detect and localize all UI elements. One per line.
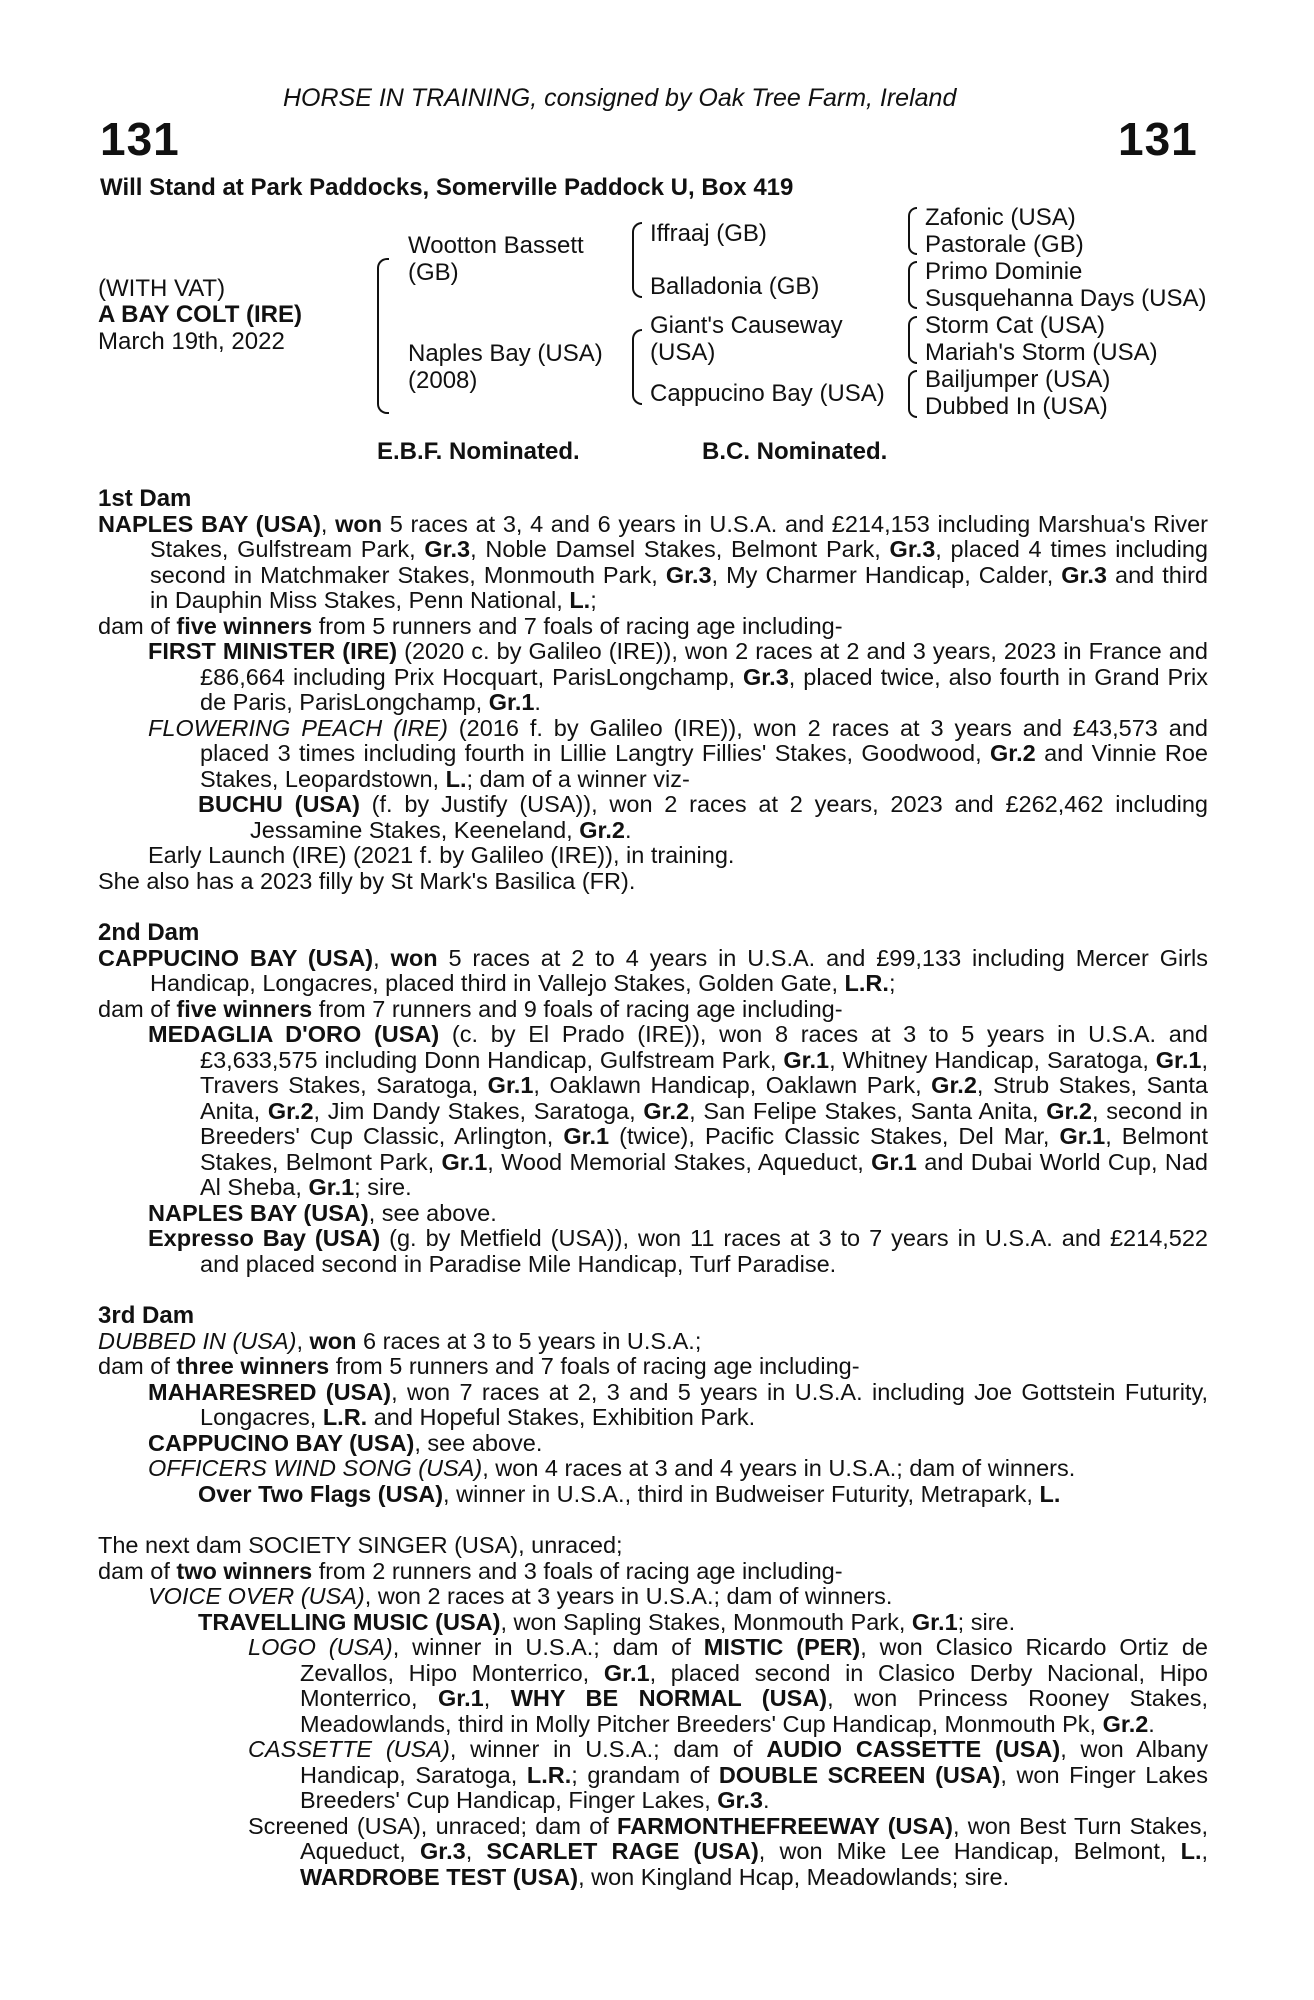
third-dam-record: DUBBED IN (USA), won 6 races at 3 to 5 years in U.S.A.; xyxy=(98,1327,702,1354)
produce-early-launch: Early Launch (IRE) (2021 f. by Galileo (IRE)), in training. xyxy=(148,842,735,868)
produce-naples-bay: NAPLES BAY (USA), see above. xyxy=(148,1199,497,1226)
lot-number-left: 131 xyxy=(100,113,180,165)
dam-dam: Cappucino Bay (USA) xyxy=(650,380,885,407)
next-dam-record: The next dam SOCIETY SINGER (USA), unraced; xyxy=(98,1532,623,1558)
second-dam-produce-summary: dam of five winners from 7 runners and 9 foals of racing age including- xyxy=(98,995,843,1022)
ped-ddd: Dubbed In (USA) xyxy=(925,393,1108,420)
ped-dss: Storm Cat (USA) xyxy=(925,312,1106,339)
sire-sire: Iffraaj (GB) xyxy=(650,220,767,247)
dam-sire-name: Giant's Causeway xyxy=(650,312,843,339)
produce-logo: LOGO (USA), winner in U.S.A.; dam of MISTIC (PER), won Clasico Ricardo Ortiz de Zevallos, Hipo Monterrico, Gr.1, placed second in Clasico Derby Nacional, Hipo Monterrico, Gr.1, WHY BE NORMAL (USA), won Princess Rooney Stakes, Meadowlands, third in Molly Pitcher Breeders' Cup Handicap, Monmouth Pk, Gr.2. xyxy=(248,1634,1208,1737)
third-dam-heading: 3rd Dam xyxy=(98,1302,195,1329)
brace-sire-parents xyxy=(632,222,642,298)
produce-officers-wind-song: OFFICERS WIND SONG (USA), won 4 races at 3 and 4 years in U.S.A.; dam of winners. xyxy=(148,1455,1076,1481)
ped-sdd: Susquehanna Days (USA) xyxy=(925,285,1207,312)
foaling-date: March 19th, 2022 xyxy=(98,328,285,355)
produce-travelling-music: TRAVELLING MUSIC (USA), won Sapling Stakes, Monmouth Park, Gr.1; sire. xyxy=(198,1608,1016,1635)
third-dam-produce-summary: dam of three winners from 5 runners and 7 foals of racing age including- xyxy=(98,1353,860,1379)
consignment-line: HORSE IN TRAINING, consigned by Oak Tree Farm, Ireland xyxy=(283,84,957,112)
produce-maharesred: MAHARESRED (USA), won 7 races at 2, 3 and 5 years in U.S.A. including Joe Gottstein Futurity, Longacres, L.R. and Hopeful Stakes, Exhibition Park. xyxy=(148,1378,1208,1430)
sire-origin: (GB) xyxy=(408,259,459,286)
brace-sd xyxy=(908,261,917,309)
first-dam-note: She also has a 2023 filly by St Mark's Basilica (FR). xyxy=(98,867,636,894)
ped-ssd: Pastorale (GB) xyxy=(925,231,1084,258)
lot-number-right: 131 xyxy=(1118,113,1198,165)
next-dam-produce-summary: dam of two winners from 2 runners and 3 foals of racing age including- xyxy=(98,1557,843,1584)
brace-dam-parents xyxy=(632,329,642,405)
ped-dsd: Mariah's Storm (USA) xyxy=(925,339,1158,366)
brace-ds xyxy=(908,316,917,364)
produce-medaglia-doro: MEDAGLIA D'ORO (USA) (c. by El Prado (IRE)), won 8 races at 3 to 5 years in U.S.A. and £3,633,575 including Donn Handicap, Gulfstream Park, Gr.1, Whitney Handicap, Saratoga, Gr.1, Travers Stakes, Saratoga, Gr.1, Oaklawn Handicap, Oaklawn Park, Gr.2, Strub Stakes, Santa Anita, Gr.2, Jim Dandy Stakes, Saratoga, Gr.2, San Felipe Stakes, Santa Anita, Gr.2, second in Breeders' Cup Classic, Arlington, Gr.1 (twice), Pacific Classic Stakes, Del Mar, Gr.1, Belmont Stakes, Belmont Park, Gr.1, Wood Memorial Stakes, Aqueduct, Gr.1 and Dubai World Cup, Nad Al Sheba, Gr.1; sire. xyxy=(148,1021,1209,1200)
horse-name: A BAY COLT (IRE) xyxy=(98,301,303,328)
dam-sire-origin: (USA) xyxy=(650,339,716,366)
first-dam-heading: 1st Dam xyxy=(98,485,192,512)
catalogue-body xyxy=(98,486,1208,1890)
produce-screened: Screened (USA), unraced; dam of FARMONTHEFREEWAY (USA), won Best Turn Stakes, Aqueduct, Gr.3, SCARLET RAGE (USA), won Mike Lee Handicap, Belmont, L., WARDROBE TEST (USA), won Kingland Hcap, Meadowlands; sire. xyxy=(248,1812,1209,1890)
second-dam-record: CAPPUCINO BAY (USA), won 5 races at 2 to 4 years in U.S.A. and £99,133 including Mercer Girls Handicap, Longacres, placed third in Vallejo Stakes, Golden Gate, L.R.; xyxy=(98,944,1209,996)
produce-flowering-peach: FLOWERING PEACH (IRE) (2016 f. by Galileo (IRE)), won 2 races at 3 years and £43,573 and placed 3 times including fourth in Lillie Langtry Fillies' Stakes, Goodwood, Gr.2 and Vinnie Roe Stakes, Leopardstown, L.; dam of a winner viz- xyxy=(148,714,1208,792)
ped-sss: Zafonic (USA) xyxy=(925,204,1076,231)
produce-voice-over: VOICE OVER (USA), won 2 races at 3 years in U.S.A.; dam of winners. xyxy=(148,1583,893,1609)
sire-name: Wootton Bassett xyxy=(408,232,584,259)
first-dam-produce-summary: dam of five winners from 5 runners and 7 foals of racing age including- xyxy=(98,612,843,639)
ped-sds: Primo Dominie xyxy=(925,258,1083,285)
produce-cassette: CASSETTE (USA), winner in U.S.A.; dam of AUDIO CASSETTE (USA), won Albany Handicap, Saratoga, L.R.; grandam of DOUBLE SCREEN (USA), won Finger Lakes Breeders' Cup Handicap, Finger Lakes, Gr.3. xyxy=(248,1736,1208,1813)
produce-over-two-flags: Over Two Flags (USA), winner in U.S.A., third in Budweiser Futurity, Metrapark, L. xyxy=(198,1480,1061,1507)
produce-buchu: BUCHU (USA) (f. by Justify (USA)), won 2 races at 2 years, 2023 and £262,462 including Jessamine Stakes, Keeneland, Gr.2. xyxy=(198,791,1208,843)
dam-year: (2008) xyxy=(408,367,478,394)
brace-dd xyxy=(908,370,917,418)
first-dam-record: NAPLES BAY (USA), won 5 races at 3, 4 and 6 years in U.S.A. and £214,153 including Marshua's River Stakes, Gulfstream Park, Gr.3, Noble Damsel Stakes, Belmont Park, Gr.3, placed 4 times including second in Matchmaker Stakes, Monmouth Park, Gr.3, My Charmer Handicap, Calder, Gr.3 and third in Dauphin Miss Stakes, Penn National, L.; xyxy=(98,510,1209,613)
produce-expresso-bay: Expresso Bay (USA) (g. by Metfield (USA)), won 11 races at 3 to 7 years in U.S.A. and £214,522 and placed second in Paradise Mile Handicap, Turf Paradise. xyxy=(148,1225,1209,1277)
stand-info: Will Stand at Park Paddocks, Somerville Paddock U, Box 419 xyxy=(100,174,794,201)
ped-dds: Bailjumper (USA) xyxy=(925,366,1111,393)
vat-label: (WITH VAT) xyxy=(98,275,226,302)
ebf-nomination: E.B.F. Nominated. xyxy=(377,438,580,465)
sire-dam: Balladonia (GB) xyxy=(650,273,820,300)
produce-cappucino-bay: CAPPUCINO BAY (USA), see above. xyxy=(148,1429,543,1456)
produce-first-minister: FIRST MINISTER (IRE) (2020 c. by Galileo (IRE)), won 2 races at 2 and 3 years, 2023 in France and £86,664 including Prix Hocquart, ParisLongchamp, Gr.3, placed twice, also fourth in Grand Prix de Paris, ParisLongchamp, Gr.1. xyxy=(148,638,1209,715)
brace-sire-dam xyxy=(377,258,389,414)
brace-ss xyxy=(908,207,917,255)
second-dam-heading: 2nd Dam xyxy=(98,919,200,946)
dam-name: Naples Bay (USA) xyxy=(408,340,603,367)
bc-nomination: B.C. Nominated. xyxy=(702,438,888,465)
